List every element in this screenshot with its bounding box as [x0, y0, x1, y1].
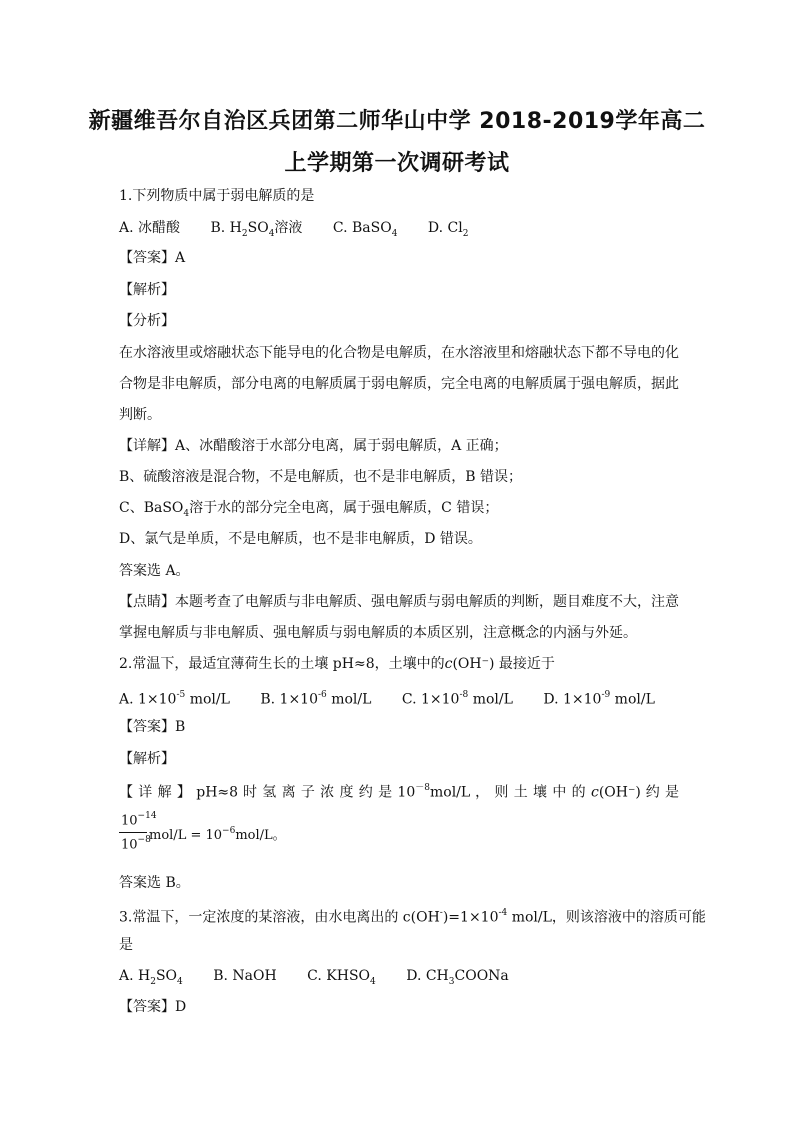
q1-option-a: A. 冰醋酸 [119, 220, 181, 236]
q2-answer: 【答案】B [119, 719, 186, 735]
q1-fenxi-heading: 【分析】 [119, 313, 175, 329]
q1-answer: 【答案】A [119, 250, 186, 266]
q3-option-b: B. NaOH [213, 968, 277, 984]
fraction-bar [119, 832, 147, 833]
q2-options [119, 686, 679, 710]
q1-detail-b: B、硫酸溶液是混合物，不是电解质，也不是非电解质，B 错误； [119, 469, 523, 485]
q1-dianjing-line-2: 掌握电解质与非电解质、强电解质与弱电解质的本质区别，注意概念的内涵与外延。 [119, 625, 637, 641]
q3-answer: 【答案】D [119, 999, 187, 1015]
q2-jiexi-heading: 【解析】 [119, 751, 175, 767]
q2-choose: 答案选 B。 [119, 875, 190, 891]
q1-analysis-line-3: 判断。 [119, 407, 161, 423]
q1-options [119, 218, 679, 244]
q1-choose: 答案选 A。 [119, 563, 190, 579]
exam-title-line-2: 上学期第一次调研考试 [284, 151, 510, 176]
fraction-denominator: $10^{-8}$ [121, 835, 151, 853]
q3-stem-line-1: 3.常温下，一定浓度的某溶液，由水电离出的 $c(OH^-)=1\times 10^{-4}$ mol/L，则该溶液中的溶质可能 [119, 908, 706, 926]
q3-option-c: C. $KHSO_4$ [307, 968, 376, 987]
q1-option-c: C. BaSO$_4$ [332, 220, 398, 239]
q1-dianjing-line-1: 【点睛】本题考查了电解质与非电解质、强电解质与弱电解质的判断，题目难度不大，注意 [119, 594, 679, 610]
q3-option-d: D. $CH_3COONa$ [406, 968, 509, 987]
q1-stem: 1.下列物质中属于弱电解质的是 [119, 188, 315, 204]
q1-analysis-line-2: 合物是非电解质，部分电离的电解质属于弱电解质，完全电离的电解质属于强电解质，据此 [119, 376, 679, 392]
exam-title-line-1: 新疆维吾尔自治区兵团第二师华山中学 2018-2019学年高二 [88, 109, 706, 134]
q2-option-a: A. $1\times 10^{-5}$ mol/L [119, 690, 230, 708]
fraction-result: $mol/L = 10^{-6}mol/L$。 [149, 825, 286, 843]
q1-jiexi-heading: 【解析】 [119, 282, 175, 298]
q3-option-a: A. $H_2SO_4$ [119, 968, 183, 987]
q2-option-c: C. $1\times 10^{-8}$ mol/L [401, 690, 513, 708]
q1-option-b: B. $H_2SO_4$溶液 [210, 220, 303, 239]
q2-fraction-expression [119, 812, 419, 858]
q3-options [119, 966, 679, 992]
q1-option-d: D. $Cl_2$ [427, 220, 469, 239]
q2-option-b: B. $1\times 10^{-6}$ mol/L [260, 690, 372, 708]
q1-analysis-line-1: 在水溶液里或熔融状态下能导电的化合物是电解质，在水溶液里和熔融状态下都不导电的化 [119, 345, 679, 361]
q1-detail-a: 【详解】A、冰醋酸溶于水部分电离，属于弱电解质，A 正确； [119, 438, 508, 454]
fraction-numerator: $10^{-14}$ [121, 811, 157, 829]
q1-detail-d: D、氯气是单质，不是电解质，也不是非电解质，D 错误。 [119, 531, 482, 547]
q3-stem-line-2: 是 [119, 937, 133, 953]
q1-detail-c: C、BaSO$_4$溶于水的部分完全电离，属于强电解质，C 错误； [119, 500, 499, 519]
q2-stem: 2.常温下，最适宜薄荷生长的土壤 pH≈8，土壤中的c(OH⁻) 最接近于 [119, 656, 555, 672]
q2-option-d: D. $1\times 10^{-9}$ mol/L [543, 690, 655, 708]
q2-detail: 【 详 解 】 pH≈8 时 氢 离 子 浓 度 约 是 $10^{-8}mol/L$ ， 则 土 壤 中 的 c(OH⁻) 约 是 [119, 783, 680, 801]
